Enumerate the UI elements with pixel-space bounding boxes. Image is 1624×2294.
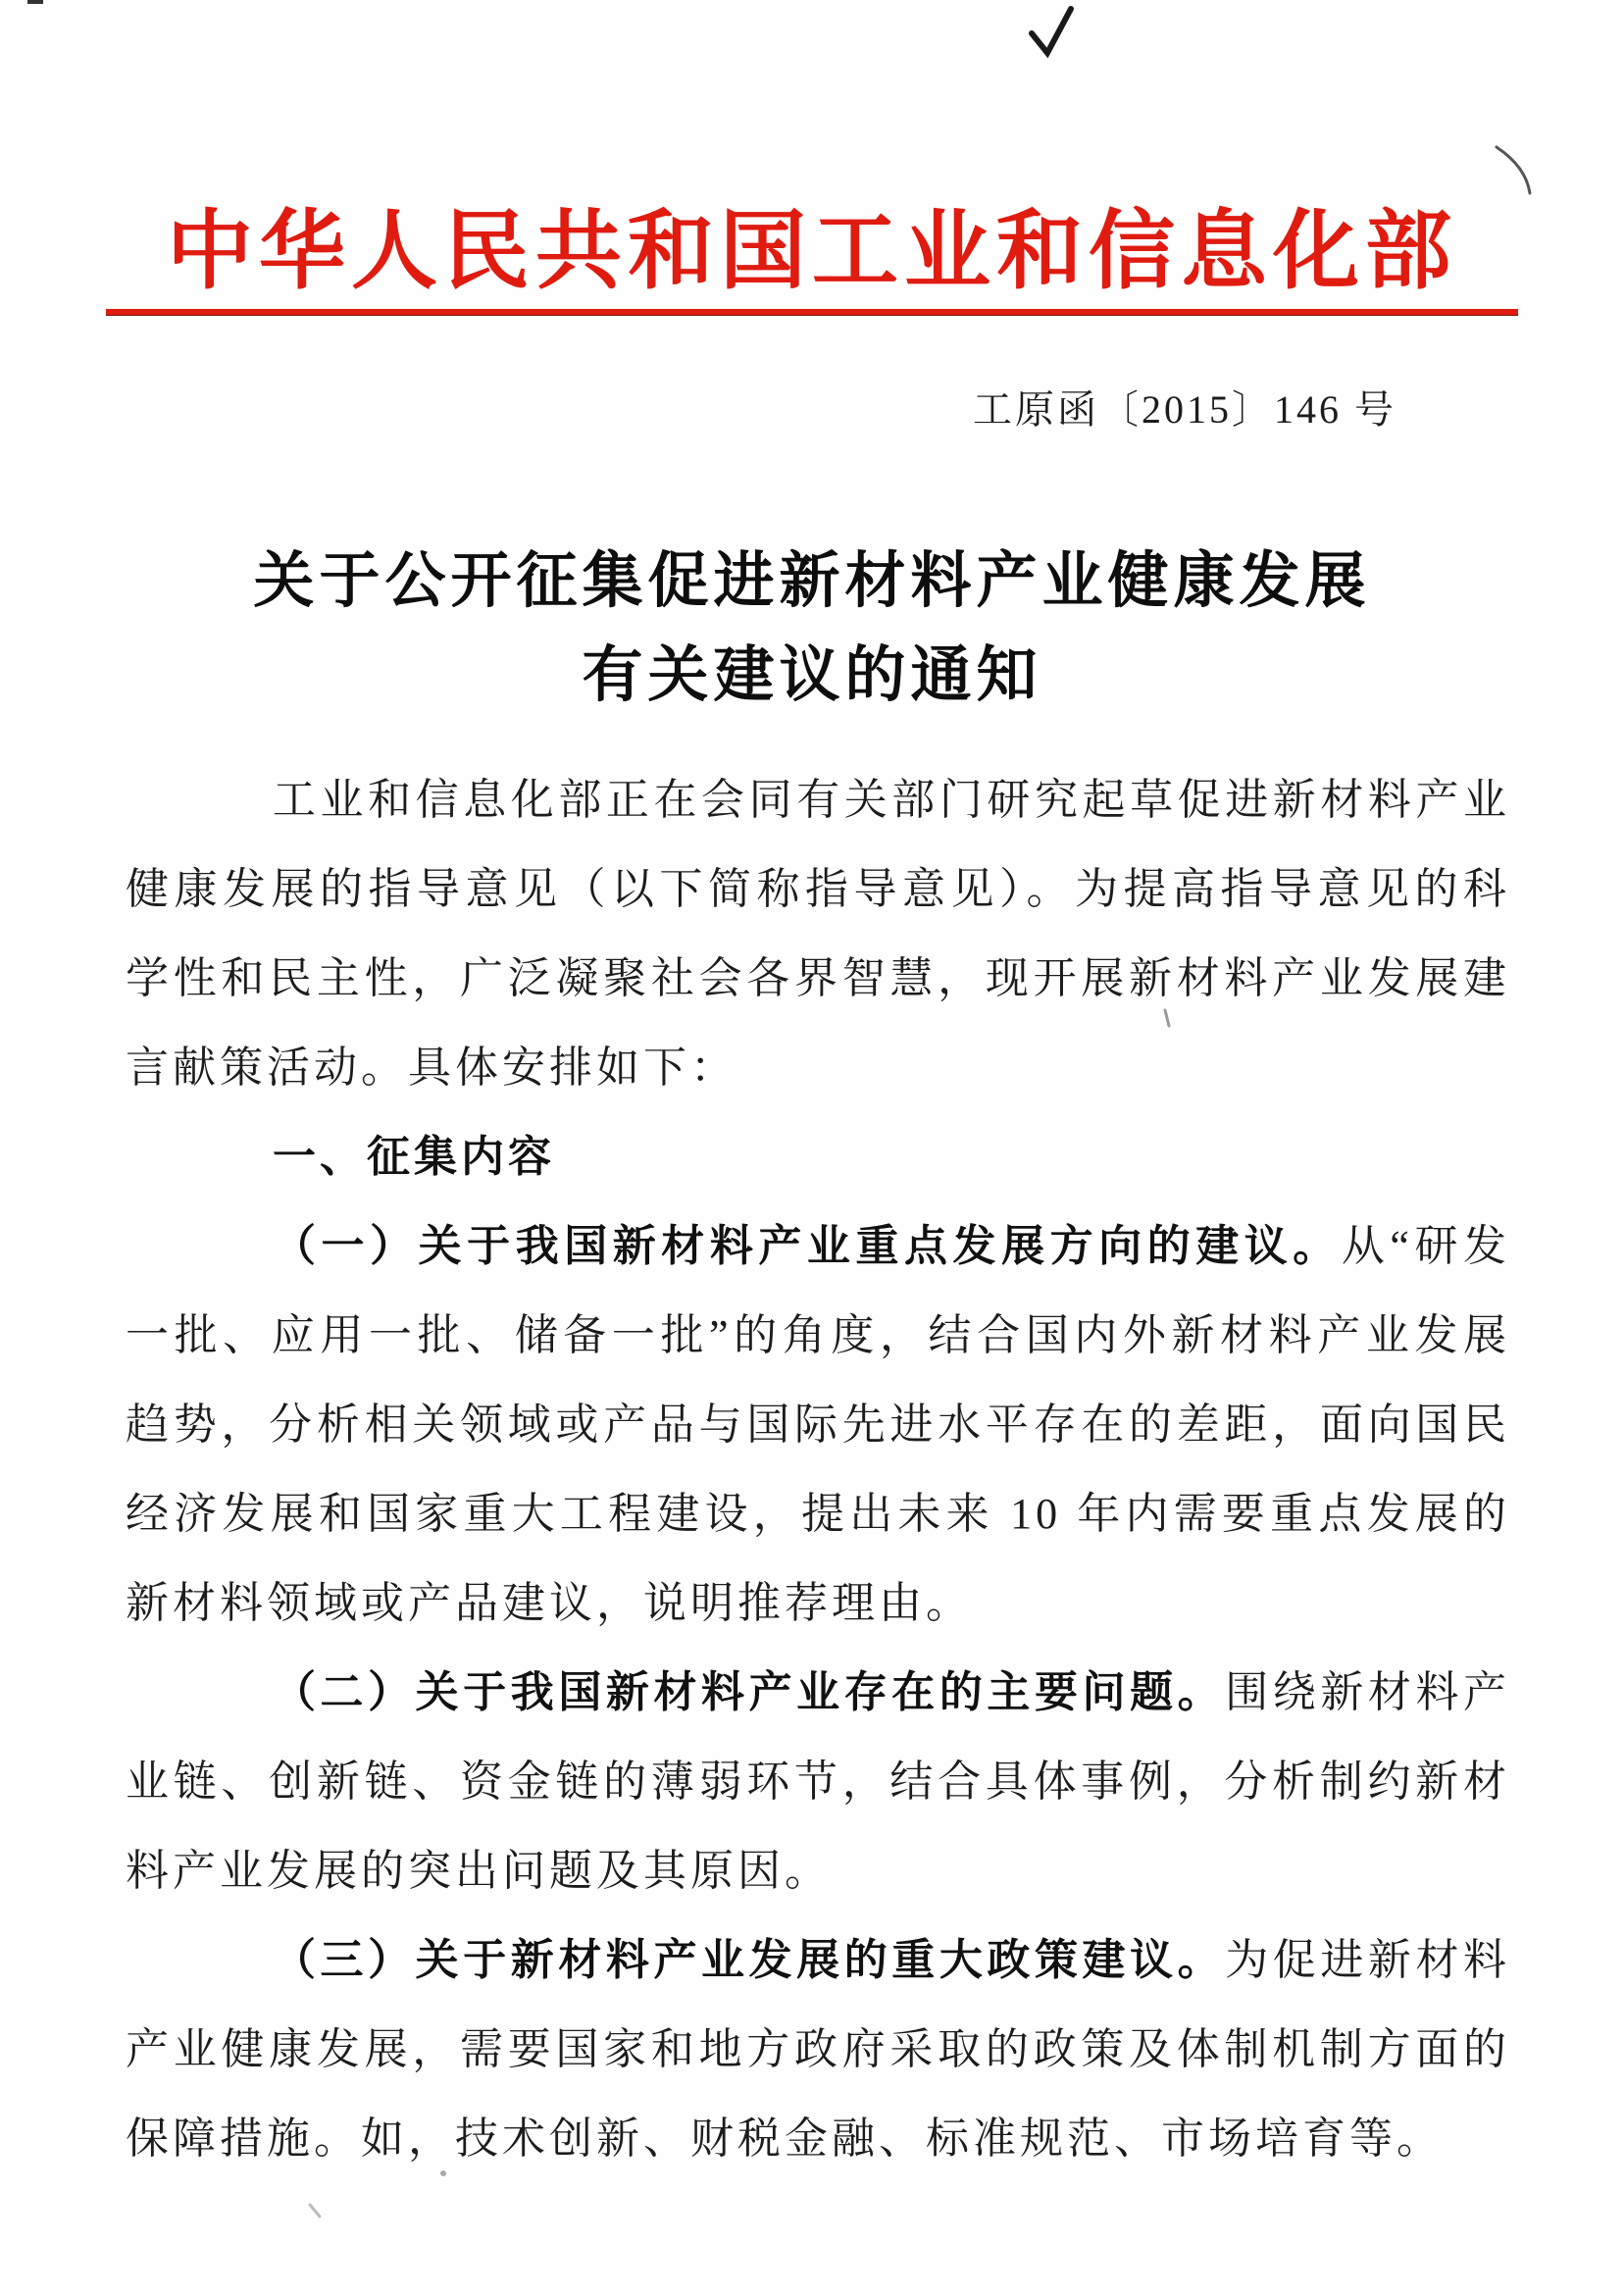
item-3-text: 为促进新材料产业健康发展，需要国家和地方政府采取的政策及体制机制方面的保障措施。如，技术创新、财税金融、标准规范、市场培育等。 [126,1936,1511,2163]
checkmark-artifact-icon [1032,9,1071,53]
document-title-line1: 关于公开征集促进新材料产业健康发展 [253,548,1371,615]
letterhead-org-name: 中华人民共和国工业和信息化部 [166,205,1457,300]
item-3-lead: （三）关于新材料产业发展的重大政策建议。 [273,1936,1226,1984]
item-paragraph-3 [126,1915,1510,2183]
item-paragraph-1 [126,1201,1510,1648]
letterhead-divider-line [106,309,1518,315]
section-heading: 一、征集内容 [273,1133,555,1181]
item-2-text: 围绕新材料产业链、创新链、资金链的薄弱环节，结合具体事例，分析制约新材料产业发展的突出问题及其原因。 [126,1668,1511,1895]
document-title-line2: 有关建议的通知 [582,642,1042,709]
document-title [0,535,1624,723]
document-body [126,755,1510,2183]
speck-artifact-2 [310,2205,320,2217]
intro-paragraph: 工业和信息化部正在会同有关部门研究起草促进新材料产业健康发展的指导意见（以下简称指导意见）。为提高指导意见的科学性和民主性，广泛凝聚社会各界智慧，现开展新材料产业发展建言献策活动。具体安排如下： [126,776,1510,1092]
item-2-lead: （二）关于我国新材料产业存在的主要问题。 [273,1668,1226,1716]
document-number: 工原函〔2015〕146 号 [973,387,1396,432]
item-1-lead: （一）关于我国新材料产业重点发展方向的建议。 [273,1222,1342,1270]
item-1-text: 从“研发一批、应用一批、储备一批”的角度，结合国内外新材料产业发展趋势，分析相关领域或产品与国际先进水平存在的差距，面向国民经济发展和国家重大工程建设，提出未来 10 年内需要重点发展的新材料领域或产品建议，说明推荐理由。 [126,1222,1511,1627]
edge-sliver-artifact [27,0,43,4]
item-paragraph-2 [126,1648,1510,1915]
